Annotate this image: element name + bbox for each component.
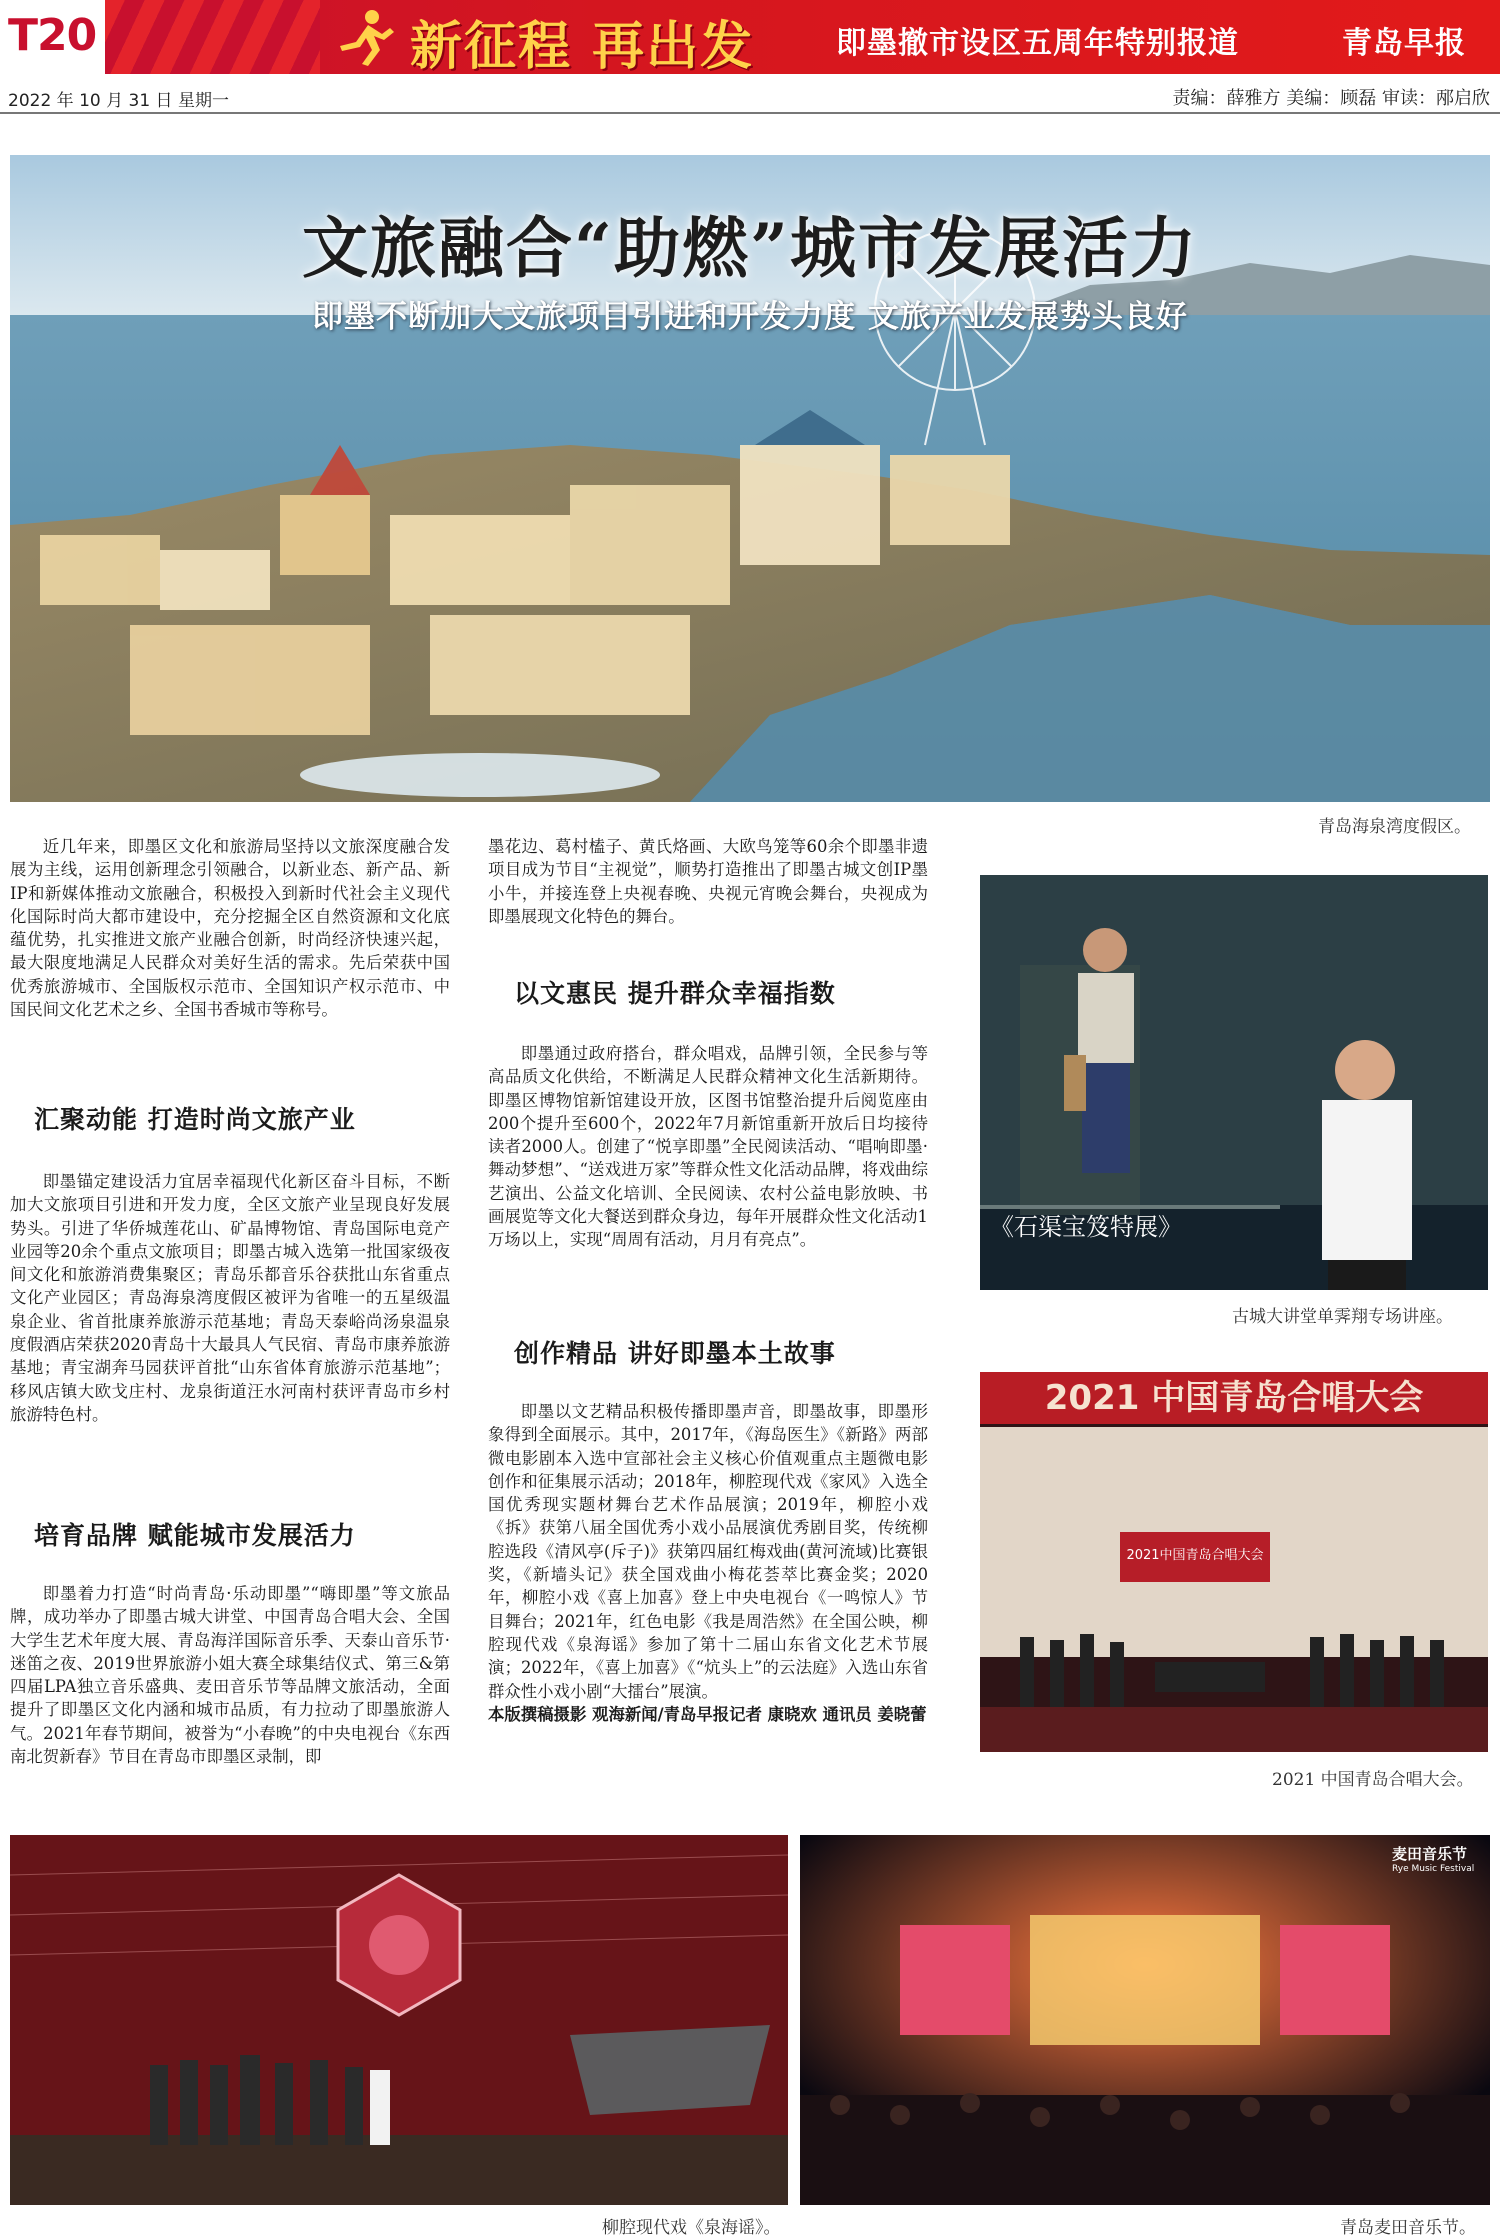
festival-photo bbox=[800, 1835, 1490, 2205]
section1-text: 即墨锚定建设活力宜居幸福现代化新区奋斗目标，不断加大文旅项目引进和开发力度，全区文旅产业呈现良好发展势头。引进了华侨城莲花山、矿晶博物馆、青岛国际电竞产业园等20余个重点文旅项目；即墨古城入选第一批国家级夜间文化和旅游消费集聚区；青岛乐都音乐谷获批山东省重点文化产业园区；青岛海泉湾度假区被评为省唯一的五星级温泉企业、省首批康养旅游示范基地；青岛天泰峪尚汤泉温泉度假酒店荣获2020青岛十大最具人气民宿、青岛市康养旅游基地；青宝湖奔马园获评首批“山东省体育旅游示范基地”；移风店镇大欧戈庄村、龙泉街道汪水河南村获评青岛市乡村旅游特色村。 bbox=[10, 1172, 450, 1424]
intro-paragraph bbox=[10, 835, 450, 1021]
section2-body bbox=[10, 1582, 450, 1768]
choir-stage-text: 2021中国青岛合唱大会 bbox=[1126, 1548, 1264, 1563]
col2-continuation-text: 墨花边、葛村榼子、黄氏烙画、大欧鸟笼等60余个即墨非遗项目成为节目“主视觉”，顺势打造推出了即墨古城文创IP墨小牛，并接连登上央视春晚、央视元宵晚会舞台，央视成为即墨展现文化特色的舞台。 bbox=[488, 837, 928, 926]
byline: 本版撰稿摄影 观海新闻/青岛早报记者 康晓欢 通讯员 姜晓蕾 bbox=[488, 1704, 927, 1724]
opera-caption: 柳腔现代戏《泉海谣》。 bbox=[602, 2218, 781, 2237]
section3-body bbox=[488, 1042, 928, 1252]
section3-text: 即墨通过政府搭台，群众唱戏，品牌引领，全民参与等高品质文化供给，不断满足人民群众精神文化生活新期待。即墨区博物馆新馆建设开放，区图书馆整治提升后阅览座由200个提升至600个，2022年7月新馆重新开放后日均接待读者2000人。创建了“悦享即墨”全民阅读活动、“唱响即墨·舞动梦想”、“送戏进万家”等群众性文化活动品牌，将戏曲综艺演出、公益文化培训、全民阅读、农村公益电影放映、书画展览等文化大餐送到群众身边，每年开展群众性文化活动1万场以上，实现“周周有活动，月月有亮点”。 bbox=[488, 1044, 928, 1250]
section4-heading: 创作精品 讲好即墨本土故事 bbox=[514, 1339, 836, 1368]
newspaper-brand: 青岛早报 bbox=[1342, 26, 1466, 61]
choir-photo bbox=[980, 1372, 1488, 1752]
section1-heading: 汇聚动能 打造时尚文旅产业 bbox=[34, 1105, 356, 1134]
editor-credits: 责编：薛雅方 美编：顾磊 审读：邴启欣 bbox=[1172, 88, 1490, 109]
dateline: 2022 年 10 月 31 日 星期一 bbox=[8, 91, 229, 111]
section4-body bbox=[488, 1400, 928, 1726]
intro-text: 近几年来，即墨区文化和旅游局坚持以文旅深度融合发展为主线，运用创新理念引领融合，以新业态、新产品、新IP和新媒体推动文旅融合，积极投入到新时代社会主义现代化国际时尚大都市建设中，充分挖掘全区自然资源和文化底蕴优势，扎实推进文旅产业融合创新，时尚经济快速兴起，最大限度地满足人民群众对美好生活的需求。先后荣获中国优秀旅游城市、全国版权示范市、全国知识产权示范市、中国民间文化艺术之乡、全国书香城市等称号。 bbox=[10, 837, 450, 1020]
festival-illustration bbox=[800, 1835, 1490, 2205]
opera-photo bbox=[10, 1835, 788, 2205]
festival-caption: 青岛麦田音乐节。 bbox=[1340, 2218, 1476, 2237]
masthead bbox=[0, 0, 1500, 77]
hero-photo bbox=[10, 155, 1490, 802]
banner-subtitle: 即墨撤市设区五周年特别报道 bbox=[836, 26, 1239, 61]
section2-text: 即墨着力打造“时尚青岛·乐动即墨”“嗨即墨”等文旅品牌，成功举办了即墨古城大讲堂、中国青岛合唱大会、全国大学生艺术年度大展、青岛海洋国际音乐季、天泰山音乐节·迷笛之夜、2019世界旅游小姐大赛全球集结仪式、第三&第四届LPA独立音乐盛典、麦田音乐节等品牌文旅活动，全面提升了即墨区文化内涵和城市品质，有力拉动了即墨旅游人气。2021年春节期间，被誉为“小春晚”的中央电视台《东西南北贺新春》节目在青岛市即墨区录制，即 bbox=[10, 1584, 450, 1767]
header-rule bbox=[0, 112, 1500, 114]
section3-heading: 以文惠民 提升群众幸福指数 bbox=[514, 979, 836, 1008]
festival-logo-en: Rye Music Festival bbox=[1392, 1864, 1475, 1874]
banner-title: 新征程 再出发 bbox=[410, 17, 755, 77]
page-number: T20 bbox=[8, 10, 97, 61]
runner-icon bbox=[328, 8, 400, 66]
festival-logo bbox=[1392, 1843, 1484, 1875]
choir-caption: 2021 中国青岛合唱大会。 bbox=[1272, 1770, 1474, 1790]
choir-banner: 2021 中国青岛合唱大会 bbox=[980, 1372, 1488, 1424]
section4-text: 即墨以文艺精品积极传播即墨声音，即墨故事，即墨形象得到全面展示。其中，2017年，《海岛医生》《新路》两部微电影剧本入选中宣部社会主义核心价值观重点主题微电影创作和征集展示活动；2018年，柳腔现代戏《家风》入选全国优秀现实题材舞台艺术作品展演；2019年，柳腔小戏《拆》获第八届全国优秀小戏小品展演优秀剧目奖，传统柳腔选段《清风亭(斥子)》获第四届红梅戏曲(黄河流域)比赛银奖，《新墙头记》获全国戏曲小梅花荟萃比赛金奖；2020年，柳腔小戏《喜上加喜》登上中央电视台《一鸣惊人》节目舞台；2021年，红色电影《我是周浩然》在全国公映，柳腔现代戏《泉海谣》参加了第十二届山东省文化艺术节展演；2022年，《喜上加喜》《“炕头上”的云法庭》入选山东省群众性小戏小剧“大擂台”展演。 bbox=[488, 1402, 928, 1701]
opera-illustration bbox=[10, 1835, 788, 2205]
page-number-box bbox=[0, 0, 105, 74]
hero-title: 文旅融合“助燃”城市发展活力 bbox=[302, 209, 1198, 287]
section2-heading: 培育品牌 赋能城市发展活力 bbox=[34, 1521, 356, 1550]
col2-continuation bbox=[488, 835, 928, 928]
lecture-caption: 古城大讲堂单霁翔专场讲座。 bbox=[1232, 1307, 1453, 1327]
flag-decoration bbox=[105, 0, 320, 74]
hero-caption: 青岛海泉湾度假区。 bbox=[1318, 817, 1471, 837]
lecture-photo bbox=[980, 875, 1488, 1290]
lecture-overlay-text: 《石渠宝笈特展》 bbox=[990, 1213, 1182, 1241]
section1-body bbox=[10, 1170, 450, 1426]
hero-subtitle: 即墨不断加大文旅项目引进和开发力度 文旅产业发展势头良好 bbox=[312, 299, 1188, 335]
festival-logo-cn: 麦田音乐节 bbox=[1392, 1845, 1468, 1863]
